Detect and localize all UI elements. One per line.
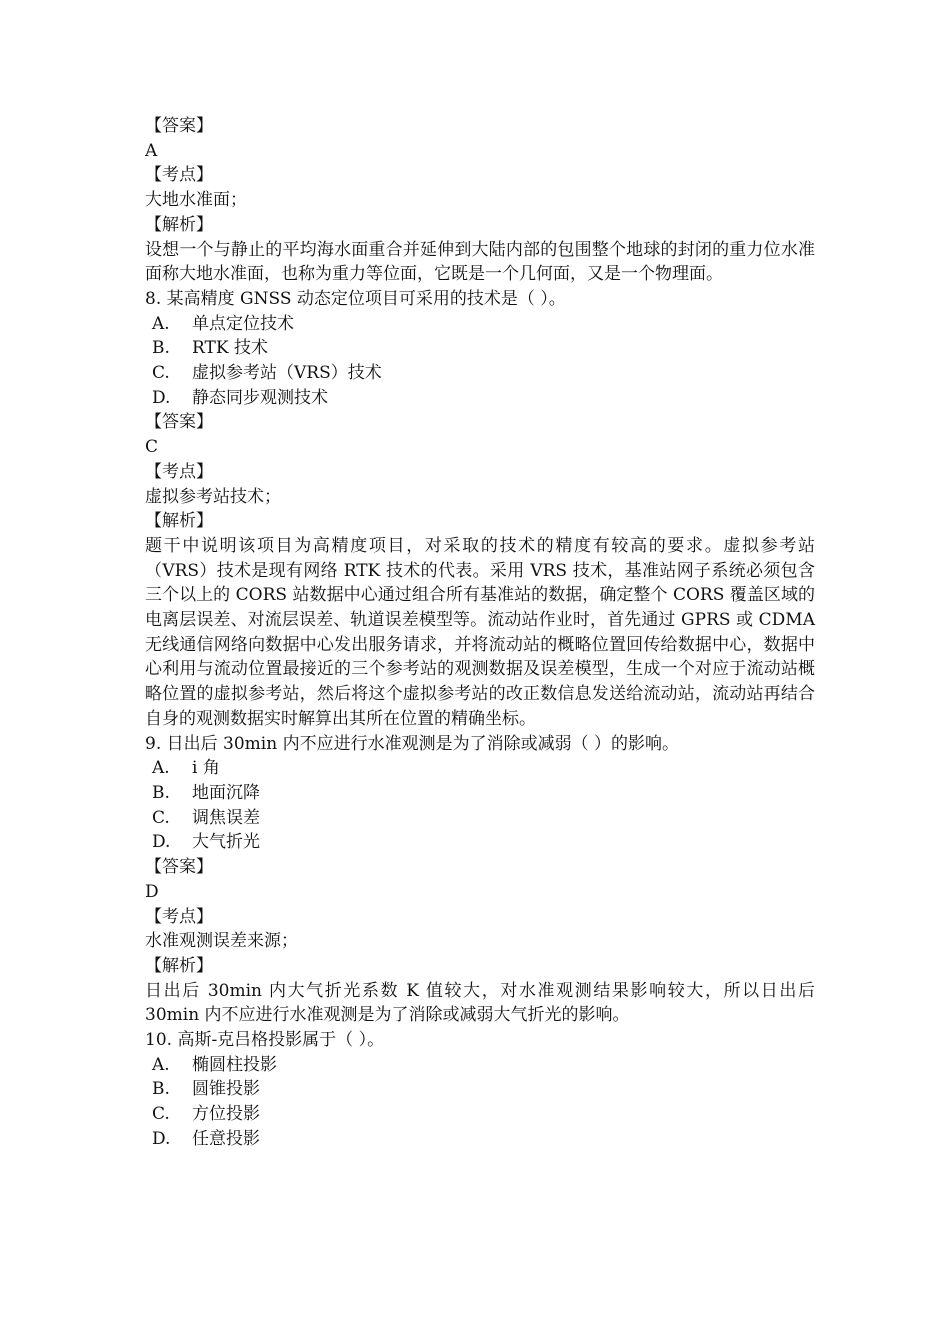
option-d bbox=[145, 830, 815, 855]
option-text: 圆锥投影 bbox=[192, 1079, 260, 1100]
option-text: 椭圆柱投影 bbox=[192, 1054, 277, 1075]
option-letter: D. bbox=[152, 387, 171, 408]
question-stem: 10. 高斯-克吕格投影属于（ ）。 bbox=[145, 1030, 385, 1051]
option-letter: C. bbox=[152, 1104, 170, 1125]
option-b bbox=[145, 781, 815, 806]
analysis-text: 日出后 30min 内大气折光系数 K 值较大，对水准观测结果影响较大，所以日出后 30min 内不应进行水准观测是为了消除或减弱大气折光的影响。 bbox=[145, 980, 815, 1026]
option-c bbox=[145, 361, 815, 386]
option-a bbox=[145, 756, 815, 781]
option-a bbox=[145, 1053, 815, 1078]
option-text: 方位投影 bbox=[192, 1104, 260, 1125]
option-letter: B. bbox=[152, 782, 170, 803]
option-text: 大气折光 bbox=[192, 832, 260, 853]
option-d bbox=[145, 1127, 815, 1152]
point-value: 水准观测误差来源； bbox=[145, 931, 298, 952]
option-b bbox=[145, 336, 815, 361]
answer-heading: 【答案】 bbox=[145, 412, 213, 433]
option-d bbox=[145, 386, 815, 411]
option-text: 虚拟参考站（VRS）技术 bbox=[192, 363, 382, 384]
option-text: 任意投影 bbox=[192, 1128, 260, 1149]
option-letter: C. bbox=[152, 807, 170, 828]
option-letter: A. bbox=[152, 313, 170, 334]
answer-heading: 【答案】 bbox=[145, 116, 213, 136]
option-text: i 角 bbox=[192, 758, 220, 779]
analysis-heading: 【解析】 bbox=[145, 214, 213, 235]
option-text: 单点定位技术 bbox=[192, 313, 294, 334]
option-letter: D. bbox=[152, 832, 171, 853]
answer-value: C bbox=[145, 437, 159, 458]
point-heading: 【考点】 bbox=[145, 906, 213, 927]
option-text: RTK 技术 bbox=[192, 338, 268, 359]
point-value: 虚拟参考站技术； bbox=[145, 486, 281, 507]
answer-heading: 【答案】 bbox=[145, 857, 213, 878]
question-stem: 9. 日出后 30min 内不应进行水准观测是为了消除或减弱（ ）的影响。 bbox=[145, 733, 679, 754]
option-letter: B. bbox=[152, 1079, 170, 1100]
analysis-heading: 【解析】 bbox=[145, 511, 213, 532]
point-heading: 【考点】 bbox=[145, 165, 213, 186]
option-letter: C. bbox=[152, 363, 170, 384]
option-text: 地面沉降 bbox=[192, 782, 260, 803]
option-b bbox=[145, 1077, 815, 1102]
option-c bbox=[145, 806, 815, 831]
option-letter: B. bbox=[152, 338, 170, 359]
point-heading: 【考点】 bbox=[145, 461, 213, 482]
answer-value: D bbox=[145, 881, 159, 902]
option-letter: A. bbox=[152, 1054, 170, 1075]
option-a bbox=[145, 312, 815, 337]
answer-value: A bbox=[145, 140, 158, 161]
point-value: 大地水准面； bbox=[145, 190, 247, 211]
document-page bbox=[145, 114, 815, 1152]
question-stem: 8. 某高精度 GNSS 动态定位项目可采用的技术是（ ）。 bbox=[145, 288, 566, 309]
analysis-heading: 【解析】 bbox=[145, 955, 213, 976]
analysis-text: 题干中说明该项目为高精度项目，对采取的技术的精度有较高的要求。虚拟参考站（VRS）技术是现有网络 RTK 技术的代表。采用 VRS 技术，基准站网子系统必须包含三个以上的 CORS 站数据中心通过组合所有基准站的数据，确定整个 CORS 覆盖区域的电离层误差、对流层误差、轨道误差模型等。流动站作业时，首先通过 GPRS 或 CDMA 无线通信网络向数据中心发出服务请求，并将流动站的概略位置回传给数据中心，数据中心利用与流动位置最接近的三个参考站的观测数据及误差模型，生成一个对应于流动站概略位置的虚拟参考站，然后将这个虚拟参考站的改正数信息发送给流动站，流动站再结合自身的观测数据实时解算出其所在位置的精确坐标。 bbox=[145, 535, 815, 729]
option-letter: D. bbox=[152, 1128, 171, 1149]
option-text: 调焦误差 bbox=[192, 807, 260, 828]
option-text: 静态同步观测技术 bbox=[192, 387, 328, 408]
option-c bbox=[145, 1102, 815, 1127]
analysis-text: 设想一个与静止的平均海水面重合并延伸到大陆内部的包围整个地球的封闭的重力位水准面称大地水准面，也称为重力等位面，它既是一个几何面，又是一个物理面。 bbox=[145, 239, 815, 285]
option-letter: A. bbox=[152, 758, 170, 779]
